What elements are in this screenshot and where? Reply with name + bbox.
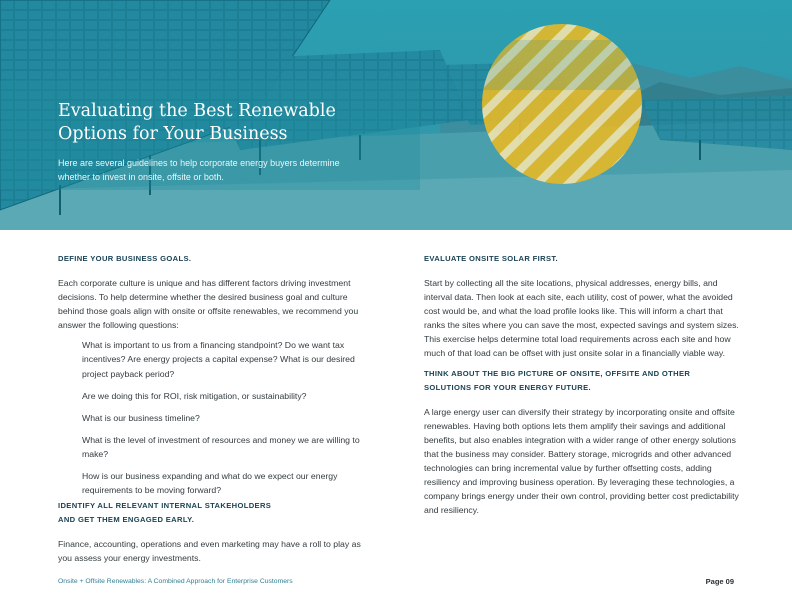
section-heading-business-goals: DEFINE YOUR BUSINESS GOALS. <box>58 254 192 263</box>
hero-banner <box>0 0 792 230</box>
page-number: Page 09 <box>705 577 734 586</box>
section-heading-onsite-solar: EVALUATE ONSITE SOLAR FIRST. <box>424 254 558 263</box>
business-goals-intro: Each corporate culture is unique and has different factors driving investment decisions. To help determine whether the desired business goal and culture behind those goals align with onsite or offsite renewables, we recommend you answer the following questions: <box>58 278 359 331</box>
left-column <box>58 252 374 565</box>
stakeholders-heading-line1: IDENTIFY ALL RELEVANT INTERNAL STAKEHOLDERS <box>58 501 272 511</box>
stakeholders-body: Finance, accounting, operations and even marketing may have a roll to play as you assess your energy investments. <box>58 539 361 564</box>
section-heading-stakeholders <box>58 499 374 527</box>
question-item: How is our business expanding and what do we expect our energy requirements to be moving forward? <box>82 471 338 496</box>
section-heading-big-picture <box>424 367 740 395</box>
onsite-solar-body: Start by collecting all the site locations, physical addresses, energy bills, and interval data. Then look at each site, each utility, cost of power, what the avoided cost would be, and what the load profile looks like. This will inform a chart that ranks the sites where you can save the most, expected savings and system sizes. This exercise helps determine total load requirements across each site and how much of that load can be offset with just onsite solar in a financially viable way. <box>424 278 739 359</box>
question-item: Are we doing this for ROI, risk mitigation, or sustainability? <box>82 390 307 401</box>
page-subtitle: Here are several guidelines to help corporate energy buyers determine whether to invest in onsite, offsite or both. <box>58 158 340 182</box>
stakeholders-heading-line2: AND GET THEM ENGAGED EARLY. <box>58 515 195 525</box>
question-item: What is important to us from a financing standpoint? Do we want tax incentives? Are energy projects a capital expense? What is our desired project payback period? <box>82 340 355 379</box>
question-item: What is the level of investment of resources and money we are willing to make? <box>82 434 360 459</box>
footer-document-title: Onsite + Offsite Renewables: A Combined Approach for Enterprise Customers <box>58 578 293 585</box>
question-item: What is our business timeline? <box>82 412 200 423</box>
big-picture-heading-line2: SOLUTIONS FOR YOUR ENERGY FUTURE. <box>424 382 591 392</box>
big-picture-body: A large energy user can diversify their strategy by incorporating onsite and offsite renewables. Having both options lets them amplify their savings and additional benefits, but also enables integration with a wider range of other energy solutions that the business may consider. Battery storage, microgrids and other advanced technologies can bring incremental value by further offsetting costs, adding resiliency and improving business operation. By leveraging these technologies, a company brings energy under their own control, providing better cost predictability and resiliency. <box>424 406 739 516</box>
page-title: Evaluating the Best Renewable Options for Your Business <box>58 101 336 144</box>
right-column <box>424 252 740 517</box>
question-list <box>58 338 374 497</box>
big-picture-heading-line1: THINK ABOUT THE BIG PICTURE OF ONSITE, OFFSITE AND OTHER <box>424 368 691 378</box>
